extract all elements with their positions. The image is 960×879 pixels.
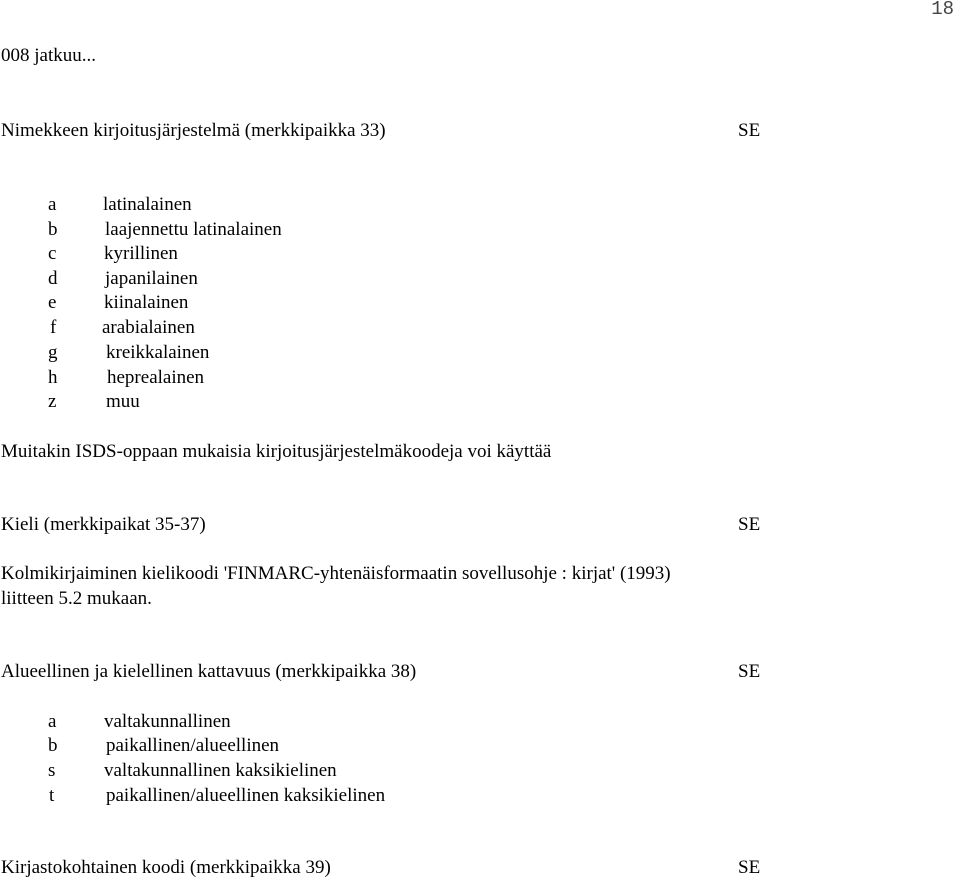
list-item bbox=[0, 735, 700, 759]
code-value: a bbox=[48, 194, 57, 215]
script-section-tag: SE bbox=[738, 120, 761, 141]
list-item bbox=[0, 391, 700, 415]
code-value: f bbox=[50, 317, 57, 338]
list-item bbox=[0, 317, 700, 341]
list-item bbox=[0, 342, 700, 366]
list-item bbox=[0, 367, 700, 391]
coverage-section-heading: Alueellinen ja kielellinen kattavuus (merkkipaikka 38) bbox=[1, 661, 417, 682]
code-value: h bbox=[48, 367, 58, 388]
code-value: t bbox=[49, 785, 55, 806]
code-label: kreikkalainen bbox=[106, 342, 210, 363]
language-section-note-line2: liitteen 5.2 mukaan. bbox=[1, 588, 152, 609]
library-code-section-heading: Kirjastokohtainen koodi (merkkipaikka 39) bbox=[1, 857, 331, 878]
code-label: valtakunnallinen kaksikielinen bbox=[104, 760, 337, 781]
language-section-note-line1: Kolmikirjaiminen kielikoodi 'FINMARC-yhtenäisformaatin sovellusohje : kirjat' (1993) bbox=[1, 563, 671, 584]
code-value: b bbox=[48, 219, 58, 240]
list-item bbox=[0, 219, 700, 243]
page-number: 18 bbox=[931, 0, 954, 20]
language-section-heading: Kieli (merkkipaikat 35-37) bbox=[1, 514, 206, 535]
code-label: heprealainen bbox=[107, 367, 205, 388]
code-label: paikallinen/alueellinen bbox=[106, 735, 280, 756]
continuation-note: 008 jatkuu... bbox=[1, 45, 96, 66]
code-value: d bbox=[48, 268, 58, 289]
code-value: c bbox=[48, 243, 57, 264]
list-item bbox=[0, 194, 700, 218]
code-value: a bbox=[48, 711, 57, 732]
code-label: kyrillinen bbox=[104, 243, 178, 264]
list-item bbox=[0, 243, 700, 267]
language-section-tag: SE bbox=[738, 514, 761, 535]
script-section-note: Muitakin ISDS-oppaan mukaisia kirjoitusjärjestelmäkoodeja voi käyttää bbox=[1, 441, 552, 462]
code-label: kiinalainen bbox=[104, 292, 189, 313]
code-label: japanilainen bbox=[105, 268, 198, 289]
list-item bbox=[0, 760, 700, 784]
code-label: valtakunnallinen bbox=[104, 711, 231, 732]
code-value: e bbox=[48, 292, 57, 313]
code-value: s bbox=[48, 760, 56, 781]
code-value: g bbox=[48, 342, 58, 363]
list-item bbox=[0, 711, 700, 735]
list-item bbox=[0, 785, 700, 809]
library-code-section-tag: SE bbox=[738, 857, 761, 878]
code-value: b bbox=[48, 735, 58, 756]
code-label: muu bbox=[106, 391, 140, 412]
code-value: z bbox=[48, 391, 57, 412]
code-label: laajennettu latinalainen bbox=[105, 219, 282, 240]
list-item bbox=[0, 292, 700, 316]
code-label: latinalainen bbox=[103, 194, 192, 215]
list-item bbox=[0, 268, 700, 292]
code-label: arabialainen bbox=[102, 317, 195, 338]
script-section-heading: Nimekkeen kirjoitusjärjestelmä (merkkipaikka 33) bbox=[1, 120, 386, 141]
code-label: paikallinen/alueellinen kaksikielinen bbox=[106, 785, 386, 806]
coverage-section-tag: SE bbox=[738, 661, 761, 682]
